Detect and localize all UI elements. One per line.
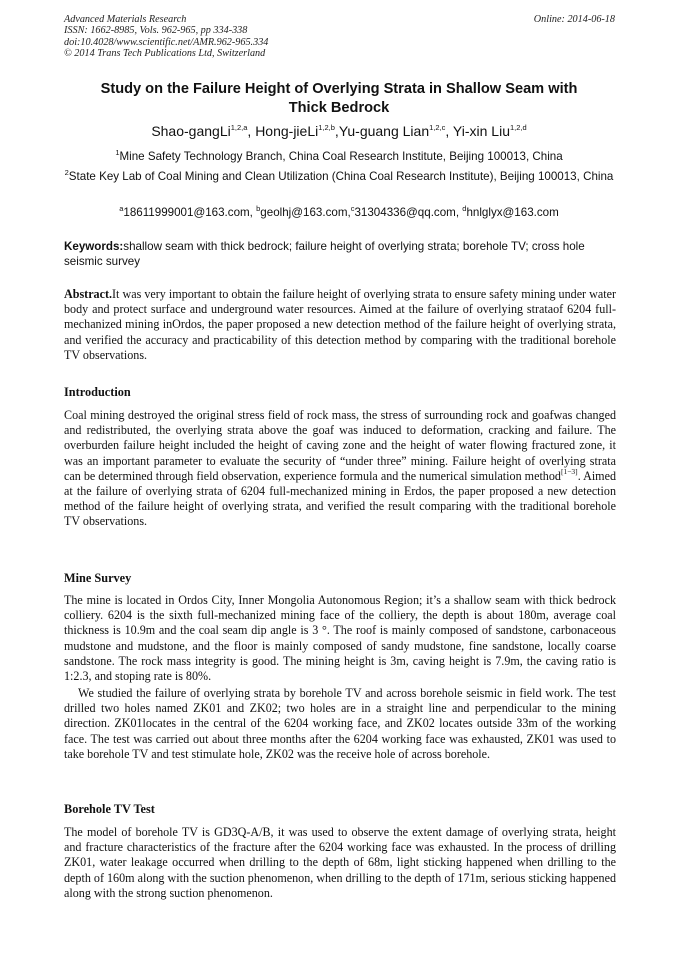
affiliation-1: [64, 149, 614, 164]
author-list: [64, 122, 614, 140]
citation-ref: [1−3]: [560, 467, 578, 477]
author-name: Yu-guang Lian: [338, 123, 430, 139]
abstract-paragraph: [64, 287, 616, 363]
email-sup: b: [256, 203, 261, 213]
doi-line: doi:10.4028/www.scientific.net/AMR.962-965.334: [64, 36, 269, 48]
author-affiliation-sup: 1,2,d: [509, 122, 527, 132]
paper-title: [64, 80, 614, 118]
borehole-tv-heading: Borehole TV Test: [64, 802, 155, 816]
abstract-text: It was very important to obtain the failure height of overlying strata to ensure safety mining under water body and protect surface and underground water resources. Aimed at the failure of overlying strataof 6204 full-mechanized mining inOrdos, the paper proposed a new detection method of the failure height of overlying strata, and verified the accuracy and practicability of this detection method by comparing with the traditional borehole TV observations.: [64, 287, 616, 362]
journal-name: Advanced Materials Research: [64, 14, 187, 25]
email-address: hnlglyx@163.com: [466, 206, 559, 219]
borehole-tv-paragraph: The model of borehole TV is GD3Q-A/B, it was used to observe the extent damage of overlying strata, height and fracture characteristics of the fracture after the 6204 working face was exhausted. In the process of drilling ZK01, water leakage occurred when drilling to the depth of 68m, light sticking happened when drilling to the depth of 160m along with the suction phenomenon, when drilling to the depth of 171m, serious sticking happened along with the strong suction phenomenon.: [64, 825, 616, 900]
introduction-paragraph: [64, 408, 616, 530]
affiliation-sup: 1: [115, 147, 120, 157]
author-separator: ,: [334, 123, 339, 139]
introduction-text-continued: . Aimed at the failure of overlying strata of 6204 full-mechanized mining in Erdos, the paper proposed a new detection method of the failure height of overlying strata, and verified the result comparing with the traditional borehole TV observations.: [64, 468, 617, 529]
affiliation-text: Mine Safety Technology Branch, China Coal Research Institute, Beijing 100013, China: [119, 150, 563, 163]
journal-header: [64, 14, 268, 60]
email-address: 31304336@qq.com,: [354, 206, 463, 219]
affiliation-text: State Key Lab of Coal Mining and Clean Utilization (China Coal Research Institute), Beijing 100013, China: [68, 170, 614, 183]
keywords: [64, 239, 616, 269]
author-name: Shao-gangLi: [151, 123, 231, 139]
email-address: 18611999001@163.com,: [123, 206, 257, 219]
keywords-label: Keywords:: [64, 240, 124, 253]
online-date: Online: 2014-06-18: [533, 14, 615, 25]
title-line-2: Thick Bedrock: [288, 100, 390, 116]
introduction-heading: Introduction: [64, 385, 131, 399]
copyright-line: © 2014 Trans Tech Publications Ltd, Switzerland: [64, 48, 266, 60]
mine-survey-heading: Mine Survey: [64, 571, 132, 585]
mine-survey-paragraph-1: The mine is located in Ordos City, Inner Mongolia Autonomous Region; it’s a shallow seam with thick bedrock colliery. 6204 is the sixth full-mechanized mining face of the colliery, the depth is about 180m, average coal thickness is 10.9m and the coal seam dip angle is 3 °. The roof is mainly composed of sandstone, carbonaceous mudstone and mudstone, and the floor is mainly composed of sandy mudstone, fine sandstone, locally coarse sandstone. The rock mass integrity is good. The mining height is 3m, caving height is 7.9m, the caving ratio is 1:2.3, and stoping rate is 80%.: [64, 593, 616, 684]
author-affiliation-sup: 1,2,c: [429, 122, 446, 132]
title-line-1: Study on the Failure Height of Overlying Strata in Shallow Seam with: [100, 81, 578, 97]
email-sup: d: [462, 203, 467, 213]
affiliation-sup: 2: [64, 167, 69, 177]
keywords-text: shallow seam with thick bedrock; failure height of overlying strata; borehole TV; cross hole seismic survey: [64, 240, 585, 268]
email-list: [64, 205, 614, 220]
email-sup: c: [350, 203, 355, 213]
issn-line: ISSN: 1662-8985, Vols. 962-965, pp 334-338: [64, 25, 248, 37]
introduction-text: Coal mining destroyed the original stress field of rock mass, the stress of surrounding rock and goafwas changed and redistributed, the overlying strata above the goaf was induced to deformation, cracking and failure. The overburden failure height included the height of caving zone and the height of water flowing fractured zone, it was an important parameter to evaluate the security of “under three” mining. Failure height of overlying strata can be determined through field observation, experience formula and the numerical simulation method: [64, 408, 616, 483]
author-separator: ,: [445, 123, 453, 139]
author-affiliation-sup: 1,2,a: [230, 122, 248, 132]
author-affiliation-sup: 1,2,b: [318, 122, 335, 132]
email-address: geolhj@163.com,: [260, 206, 351, 219]
author-name: Hong-jieLi: [255, 123, 319, 139]
abstract-label: Abstract.: [64, 287, 113, 301]
email-sup: a: [119, 203, 124, 213]
author-name: Yi-xin Liu: [452, 123, 510, 139]
affiliation-2: [64, 169, 614, 184]
author-separator: ,: [247, 123, 256, 139]
mine-survey-paragraph-2: We studied the failure of overlying strata by borehole TV and across borehole seismic in field work. The test drilled two holes named ZK01 and ZK02; two holes are in a straight line and perpendicular to the mining direction. ZK01locates in the central of the 6204 working face, and ZK02 locates outside 33m of the working face. The test was carried out about three months after the 6204 working face was exhausted, ZK01 was used to take borehole TV and test stimulate hole, ZK02 was the receive hole of across borehole.: [64, 686, 616, 761]
